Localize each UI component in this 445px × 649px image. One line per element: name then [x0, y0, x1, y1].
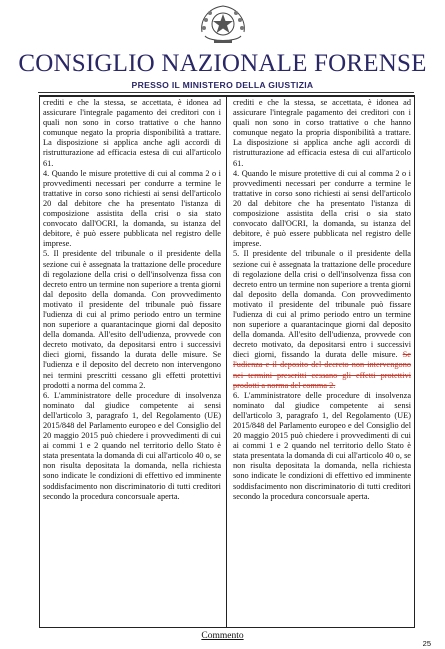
left-column [43, 98, 221, 627]
left-paragraph-3: 5. Il presidente del tribunale o il presidente della sezione cui è assegnata la trattazione delle procedure di regolazione della crisi o dell'insolvenza fissa con decreto entro un termine non superiore a trenta giorni dal deposito della domanda. Con provvedimento motivato il presidente del tribunale può fissare l'udienza di cui al primo periodo entro un termine non superiore a quarantacinque giorni dal deposito della domanda. All'esito dell'udienza, provvede con decreto motivato, da depositarsi entro i successivi dieci giorni, fissando la durata delle misure. Se l'udienza e il deposito del decreto non intervengono nei termini prescritti cessano gli effetti protettivi prodotti a norma del comma 2. [43, 249, 221, 390]
left-paragraph-1: crediti e che la stessa, se accettata, è idonea ad assicurare l'integrale pagamento dei creditori con i quali non sono in corso trattative o che hanno comunque negato la propria disponibilità a trattare. La disposizione si applica anche agli accordi di ristrutturazione ad efficacia estesa di cui all'articolo 61. [43, 98, 221, 168]
comparison-table [39, 95, 415, 628]
right-paragraph-3 [233, 249, 411, 390]
commento-heading: Commento [201, 631, 244, 641]
header-rule [38, 92, 414, 93]
left-paragraph-2: 4. Quando le misure protettive di cui al comma 2 o i provvedimenti necessari per condurre a termine le trattative in corso sono richiesti ai sensi dell'articolo 20 dal debitore che ha presentato l'istanza di composizione assistita della crisi o sia stato convocato dall'OCRI, la domanda, su istanza del debitore, è può essere pubblicata nel registro delle imprese. [43, 168, 221, 249]
organization-name: CONSIGLIO NAZIONALE FORENSE [18, 50, 427, 77]
right-paragraph-3-text: 5. Il presidente del tribunale o il presidente della sezione cui è assegnata la trattazione delle procedure di regolazione della crisi o dell'insolvenza fissa con decreto entro un termine non superiore a trenta giorni dal deposito della domanda. Con provvedimento motivato il presidente del tribunale può fissare l'udienza di cui al primo periodo entro un termine non superiore a quarantacinque giorni dal deposito della domanda. All'esito dell'udienza, provvede con decreto motivato, da depositarsi entro i successivi dieci giorni, fissando la durata delle misure. [233, 249, 411, 360]
table-top-rule [40, 96, 414, 97]
right-paragraph-4: 6. L'amministratore delle procedure di insolvenza nominato dal giudice competente ai sensi dell'articolo 3, paragrafo 1, del Regolamento (UE) 2015/848 del Parlamento europeo e del Consiglio del 20 maggio 2015 può chiedere i provvedimenti di cui ai commi 1 e 2 quando nel territorio dello Stato è stata presentata la domanda di cui all'articolo 40 o, se non risulta depositata la domanda, nella richiesta sono indicate le condizioni di effettivo ed imminente soddisfacimento non discriminatorio di tutti creditori secondo la procedura concorsuale aperta. [233, 390, 411, 501]
right-paragraph-1: crediti e che la stessa, se accettata, è idonea ad assicurare l'integrale pagamento dei creditori con i quali non sono in corso trattative o che hanno comunque negato la propria disponibilità a trattare. La disposizione si applica anche agli accordi di ristrutturazione ad efficacia estesa di cui all'articolo 61. [233, 98, 411, 168]
deleted-text: Se l'udienza e il deposito del decreto non intervengono nei termini prescritti cessano gli effetti protettivi prodotti a norma del comma 2. [233, 350, 411, 390]
left-paragraph-4: 6. L'amministratore delle procedure di insolvenza nominato dal giudice competente ai sensi dell'articolo 3, paragrafo 1, del Regolamento (UE) 2015/848 del Parlamento europeo e del Consiglio del 20 maggio 2015 può chiedere i provvedimenti di cui ai commi 1 e 2 quando nel territorio dello Stato è stata presentata la domanda di cui all'articolo 40 o, se non risulta depositata la domanda, nella richiesta sono indicate le condizioni di effettivo ed imminente soddisfacimento non discriminatorio di tutti creditori secondo la procedura concorsuale aperta. [43, 390, 221, 501]
italian-republic-emblem-icon [196, 2, 250, 50]
right-column [233, 98, 411, 627]
organization-subtitle: PRESSO IL MINISTERO DELLA GIUSTIZIA [131, 80, 314, 90]
column-divider [226, 96, 227, 627]
right-paragraph-2: 4. Quando le misure protettive di cui al comma 2 o i provvedimenti necessari per condurre a termine le trattative in corso sono richiesti ai sensi dell'articolo 20 dal debitore che ha presentato l'istanza di composizione assistita della crisi o sia stato convocato dall'OCRI, la domanda, su istanza del debitore, è può essere pubblicata nel registro delle imprese. [233, 168, 411, 249]
page-number: 25 [422, 639, 431, 648]
